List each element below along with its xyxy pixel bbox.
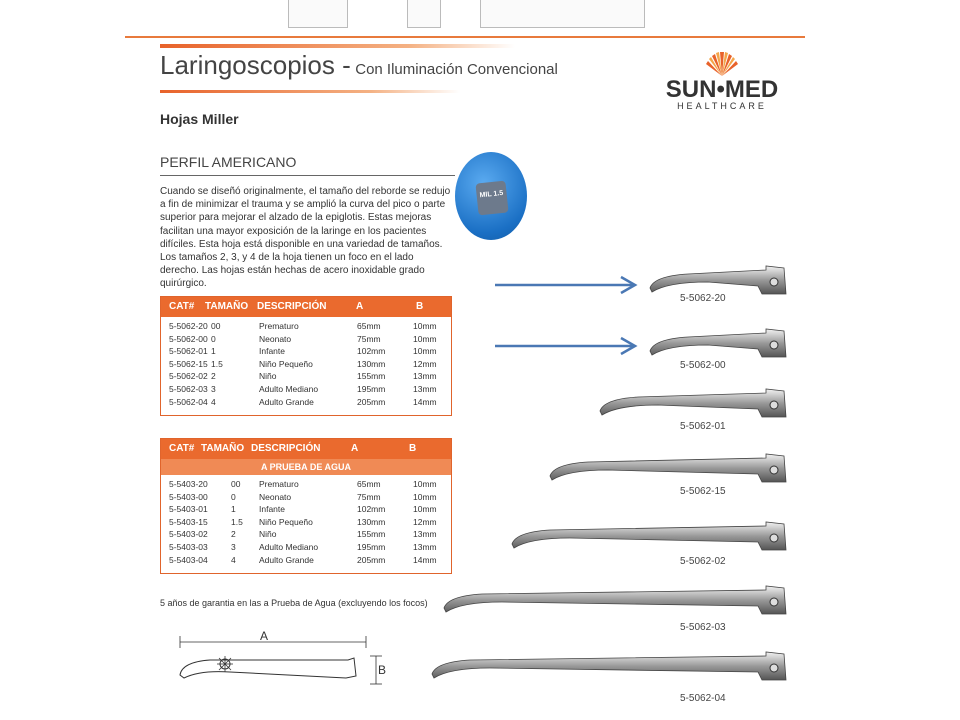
table-row <box>161 384 451 397</box>
logo-tagline: HEALTHCARE <box>677 101 767 111</box>
table-cell: 205mm <box>357 396 386 407</box>
chip-icon <box>475 181 508 216</box>
arrow-icon <box>493 275 643 295</box>
laryngoscope-blade <box>598 385 788 421</box>
table-row <box>161 542 451 555</box>
table-cell: 00 <box>211 321 221 331</box>
table-cell: 130mm <box>357 516 386 527</box>
header-a: A <box>356 301 364 312</box>
table-cell: 65mm <box>357 321 381 331</box>
catalog-table-standard <box>160 296 452 416</box>
laryngoscope-blade <box>648 325 788 361</box>
table-row <box>161 346 451 359</box>
table-row <box>161 359 451 372</box>
table-row <box>161 555 451 568</box>
table-row <box>161 504 451 517</box>
table-cell: 5-5403-15 <box>169 516 208 527</box>
table-cell: 13mm <box>413 383 437 394</box>
table-cell: 0 <box>211 333 216 344</box>
table-cell: Prematuro <box>259 321 299 331</box>
table-cell: 5-5403-00 <box>169 491 208 502</box>
table-cell: 2 <box>231 529 236 540</box>
table-cell: 10mm <box>413 346 437 357</box>
blade-label: 5-5062-01 <box>680 421 726 432</box>
table-cell: 5-5403-03 <box>169 541 208 552</box>
blade-label: 5-5062-00 <box>680 360 726 371</box>
table-cell: 12mm <box>413 358 437 369</box>
table-cell: 1.5 <box>211 358 223 369</box>
table-cell: Infante <box>259 504 285 515</box>
table-cell: 65mm <box>357 479 381 489</box>
table-cell: Adulto Mediano <box>259 383 319 394</box>
laryngoscope-blade <box>442 582 788 618</box>
table-row <box>161 479 451 492</box>
table-cell: 155mm <box>357 371 386 382</box>
table-cell: Infante <box>259 346 285 357</box>
table-row <box>161 517 451 530</box>
table-cell: 5-5062-02 <box>169 371 208 382</box>
header-size: TAMAÑO <box>201 443 245 454</box>
arrow-icon <box>493 336 643 356</box>
table-row <box>161 371 451 384</box>
header-description: DESCRIPCIÓN <box>251 443 321 454</box>
table-cell: 12mm <box>413 516 437 527</box>
table-cell: 10mm <box>413 491 437 502</box>
table-row <box>161 529 451 542</box>
table-cell: 75mm <box>357 333 381 344</box>
title-accent-bar <box>160 44 515 48</box>
header-cat: CAT# <box>169 443 195 454</box>
table-row <box>161 492 451 505</box>
table-body <box>161 317 451 415</box>
header-b: B <box>416 301 424 312</box>
table-cell: Neonato <box>259 333 292 344</box>
table-cell: 2 <box>211 371 216 382</box>
warranty-note: 5 años de garantia en las a Prueba de Agua (excluyendo los focos) <box>160 598 428 608</box>
table-cell: 13mm <box>413 371 437 382</box>
header-cat: CAT# <box>169 301 195 312</box>
table-cell: Adulto Grande <box>259 396 314 407</box>
table-cell: Niño Pequeño <box>259 358 313 369</box>
top-strip <box>125 0 805 38</box>
table-cell: 10mm <box>413 504 437 515</box>
table-cell: 14mm <box>413 554 437 565</box>
header-b: B <box>409 443 417 454</box>
logo-brand: SUN•MED <box>665 76 779 103</box>
table-cell: 205mm <box>357 554 386 565</box>
table-cell: 5-5403-04 <box>169 554 208 565</box>
table-row <box>161 334 451 347</box>
header-size: TAMAÑO <box>205 301 249 312</box>
table-cell: 130mm <box>357 358 386 369</box>
table-row <box>161 397 451 410</box>
table-cell: 13mm <box>413 541 437 552</box>
table-cell: 5-5062-00 <box>169 333 208 344</box>
table-cell: 5-5403-02 <box>169 529 208 540</box>
table-cell: 5-5062-15 <box>169 358 208 369</box>
table-cell: 14mm <box>413 396 437 407</box>
table-row <box>161 321 451 334</box>
laryngoscope-blade <box>430 648 788 684</box>
table-cell: 10mm <box>413 479 437 489</box>
table-cell: Adulto Mediano <box>259 541 319 552</box>
table-cell: 4 <box>231 554 236 565</box>
table-cell: Niño <box>259 371 277 382</box>
table-cell: 3 <box>231 541 236 552</box>
table-cell: Prematuro <box>259 479 299 489</box>
table-cell: 10mm <box>413 333 437 344</box>
sunburst-icon <box>704 48 740 78</box>
blade-label: 5-5062-20 <box>680 293 726 304</box>
toolbar-box[interactable] <box>480 0 645 28</box>
blade-dimension-diagram <box>170 630 400 690</box>
table-cell: 102mm <box>357 504 386 515</box>
laryngoscope-blade <box>548 450 788 486</box>
table-cell: 5-5403-20 <box>169 479 208 489</box>
waterproof-band: A PRUEBA DE AGUA <box>161 459 451 475</box>
table-cell: 1 <box>231 504 236 515</box>
table-cell: 13mm <box>413 529 437 540</box>
table-cell: 10mm <box>413 321 437 331</box>
table-cell: 00 <box>231 479 241 489</box>
table-cell: Niño <box>259 529 277 540</box>
table-cell: Adulto Grande <box>259 554 314 565</box>
blade-label: 5-5062-03 <box>680 622 726 633</box>
section-subhead: Hojas Miller <box>160 111 239 127</box>
table-cell: 5-5062-20 <box>169 321 208 331</box>
table-header <box>161 297 451 317</box>
table-cell: 3 <box>211 383 216 394</box>
table-cell: 1 <box>211 346 216 357</box>
sunmed-logo <box>652 48 792 118</box>
title-main: Laringoscopios - <box>160 50 351 80</box>
badge-text: MIL 1.5 <box>479 189 504 200</box>
table-body <box>161 475 451 573</box>
table-header <box>161 439 451 459</box>
table-cell: 1.5 <box>231 516 243 527</box>
page-title <box>160 50 558 81</box>
title-subtitle: Con Iluminación Convencional <box>355 61 558 78</box>
laryngoscope-blade <box>510 518 788 554</box>
header-description: DESCRIPCIÓN <box>257 301 327 312</box>
toolbar-box[interactable] <box>288 0 348 28</box>
table-cell: Niño Pequeño <box>259 516 313 527</box>
profile-heading: PERFIL AMERICANO <box>160 154 297 170</box>
blade-label: 5-5062-15 <box>680 486 726 497</box>
title-underline <box>160 90 460 93</box>
table-cell: 4 <box>211 396 216 407</box>
header-a: A <box>351 443 359 454</box>
table-cell: 0 <box>231 491 236 502</box>
table-cell: Neonato <box>259 491 292 502</box>
dimension-a-label: A <box>260 630 269 643</box>
table-cell: 75mm <box>357 491 381 502</box>
blade-label: 5-5062-04 <box>680 693 726 704</box>
table-cell: 5-5062-01 <box>169 346 208 357</box>
table-cell: 155mm <box>357 529 386 540</box>
dimension-b-label: B <box>378 663 387 677</box>
description-paragraph: Cuando se diseñó originalmente, el tamaño del reborde se redujo a fin de minimizar el trauma y se amplió la curva del pico o parte superior para mejorar el alzado de la epiglotis. Estas mejoras facilitan una mayor exposición de la laringe en los pacientes difíciles. Esta hoja está disponible en una variedad de tamaños. Los tamaños 2, 3, y 4 de la hoja tienen un foco en el lado derecho. Las hojas están hechas de acero inoxidable grado quirúrgico. <box>160 186 451 290</box>
divider <box>160 175 455 176</box>
table-cell: 5-5062-04 <box>169 396 208 407</box>
table-cell: 195mm <box>357 541 386 552</box>
toolbar-box[interactable] <box>407 0 441 28</box>
blade-label: 5-5062-02 <box>680 556 726 567</box>
table-cell: 102mm <box>357 346 386 357</box>
table-cell: 195mm <box>357 383 386 394</box>
product-badge <box>455 152 527 240</box>
table-cell: 5-5403-01 <box>169 504 208 515</box>
catalog-table-waterproof <box>160 438 452 574</box>
table-cell: 5-5062-03 <box>169 383 208 394</box>
